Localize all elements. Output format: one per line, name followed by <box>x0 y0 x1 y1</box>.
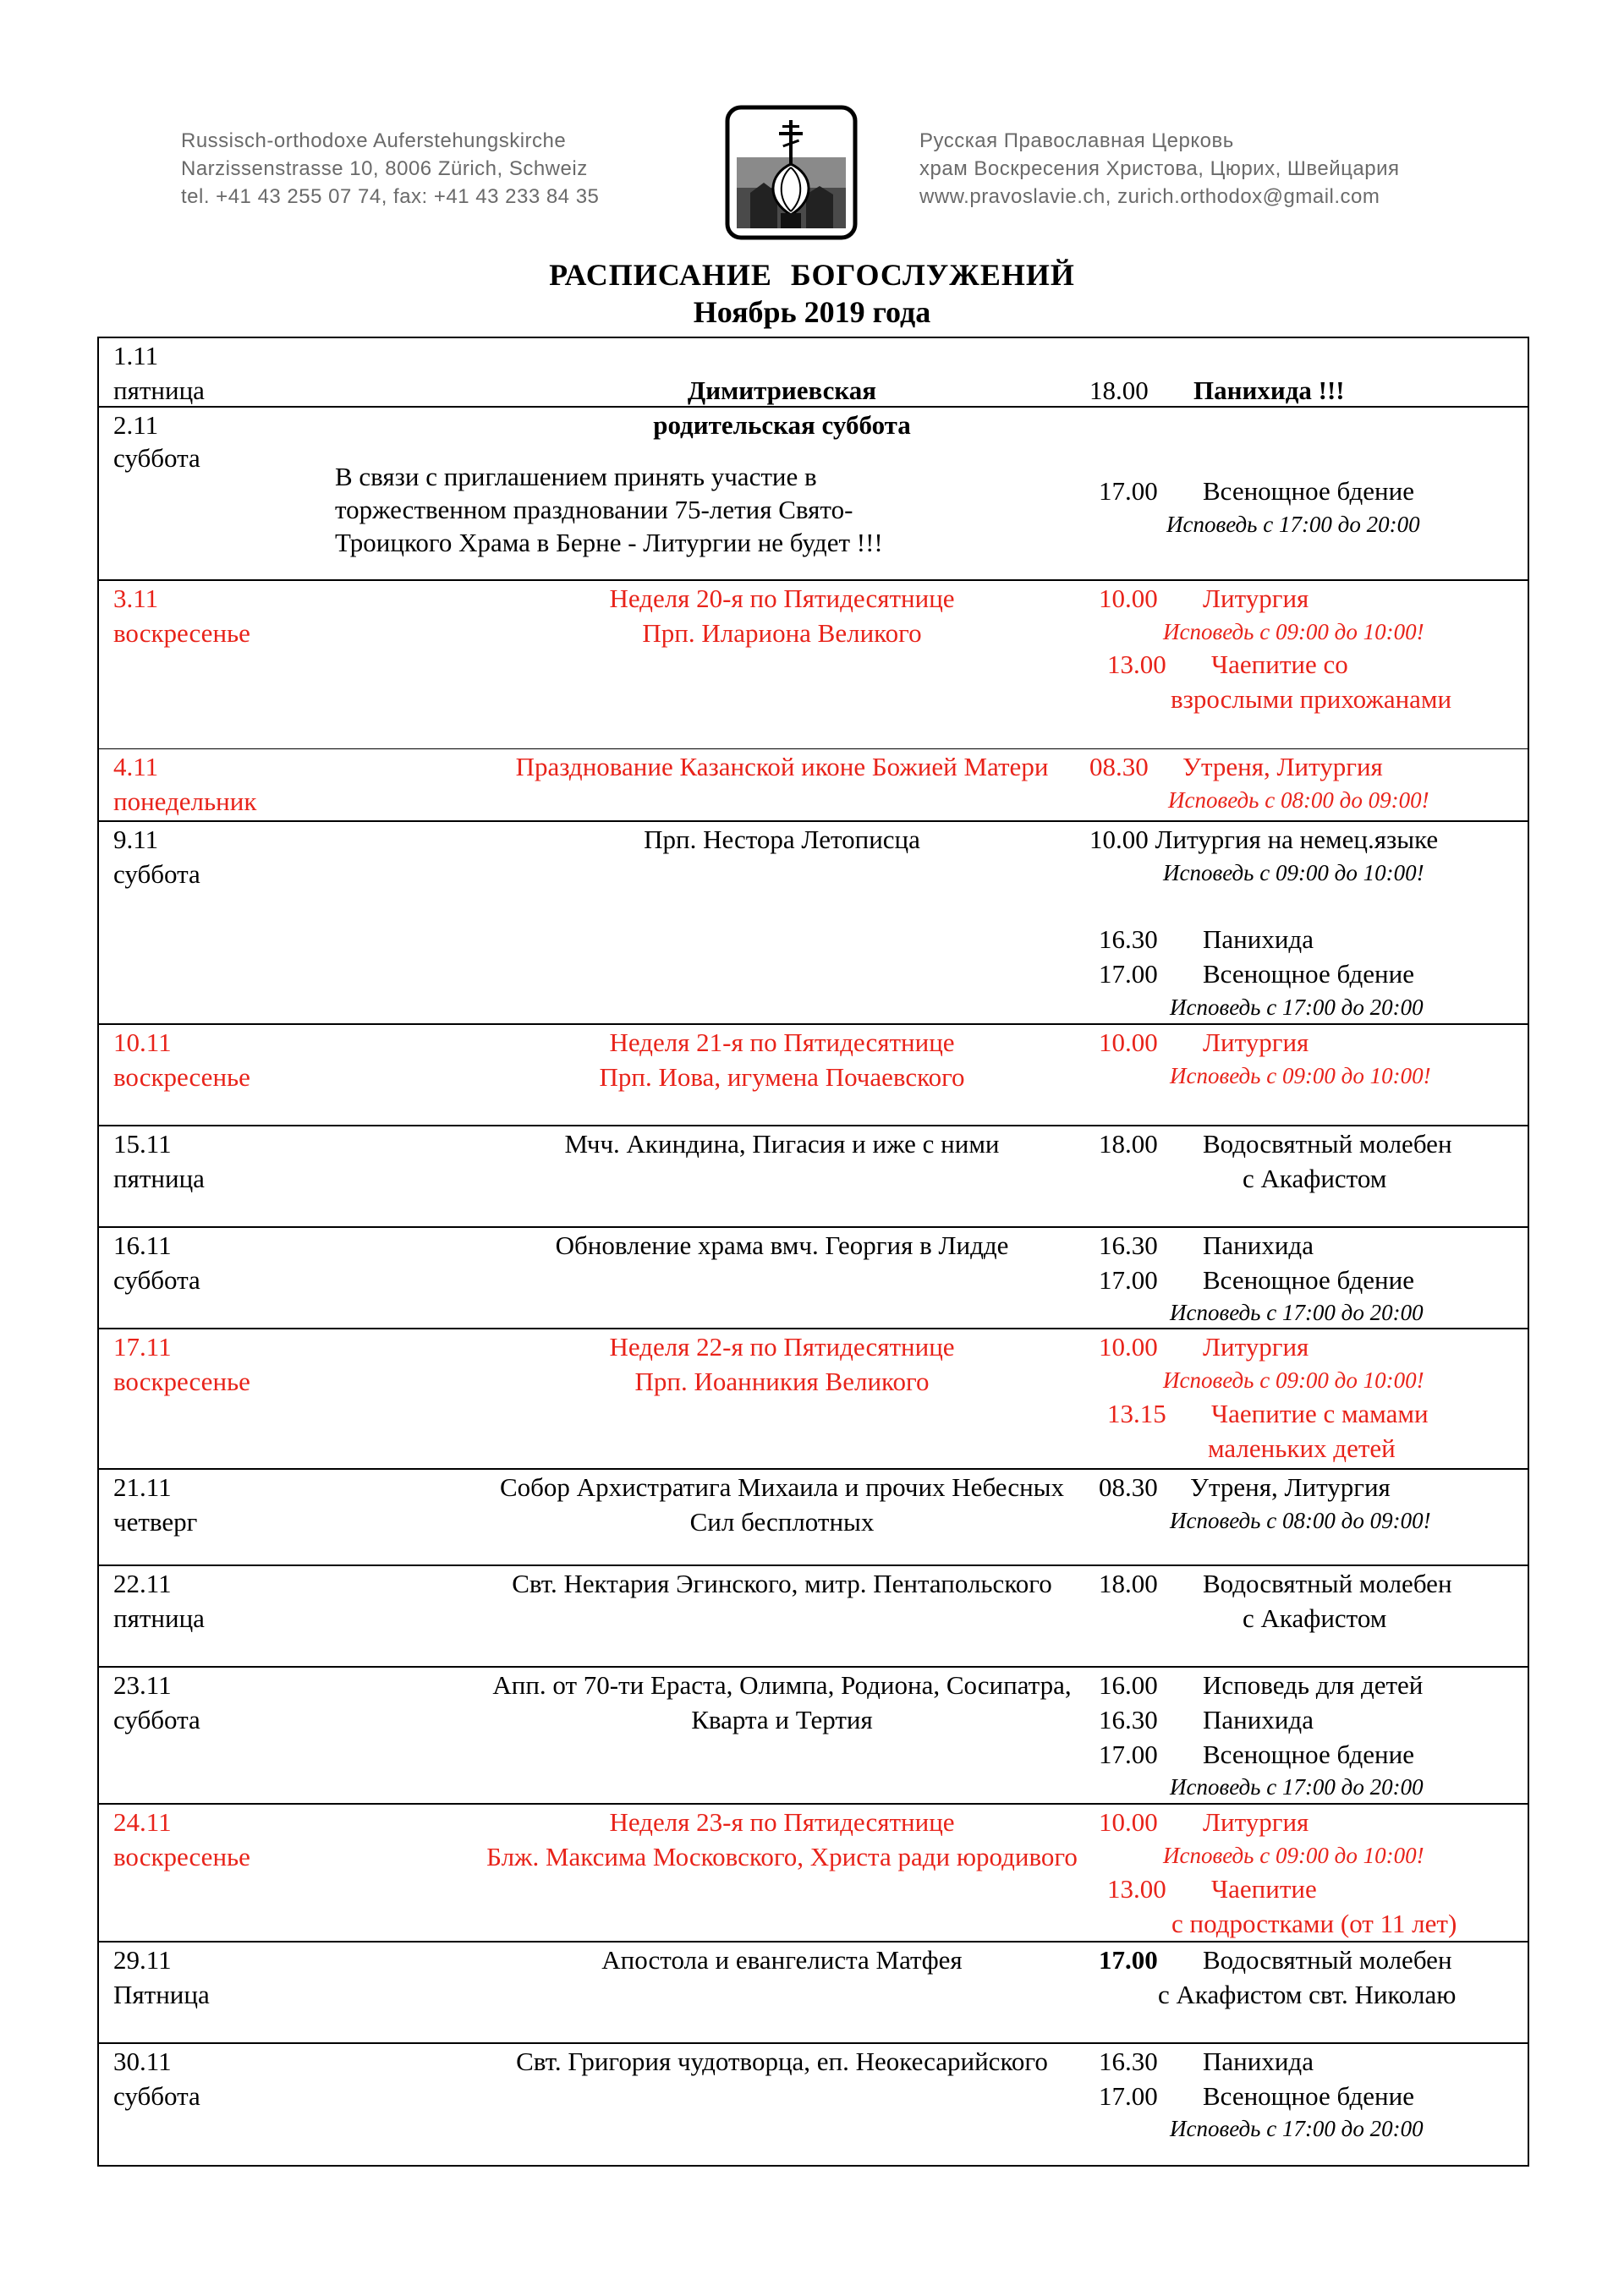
row-saint: Блж. Максима Московского, Христа ради юродивого <box>486 1842 1078 1871</box>
service-time: 16.00 <box>1099 1670 1158 1700</box>
row-weekday: суббота <box>113 2081 200 2111</box>
row-feast: Неделя 20-я по Пятидесятнице <box>609 584 955 613</box>
church-dome-cross-icon <box>725 105 858 240</box>
row-date: 30.11 <box>113 2047 172 2076</box>
row-service <box>1099 1470 1539 1504</box>
service-name: Утреня, Литургия <box>1182 752 1383 781</box>
row-service <box>1099 1805 1539 1839</box>
service-time: 13.00 <box>1107 1874 1166 1904</box>
row-date: 29.11 <box>113 1945 172 1975</box>
row-feast: Неделя 22-я по Пятидесятнице <box>609 1332 955 1362</box>
service-name-continued: с Акафистом <box>1243 1603 1387 1633</box>
service-name: Утреня, Литургия <box>1190 1472 1391 1502</box>
church-address-russian <box>919 127 1461 211</box>
service-name: Литургия <box>1203 1027 1309 1057</box>
table-row <box>99 1023 1528 1125</box>
service-time: 13.00 <box>1107 649 1166 679</box>
service-name: Литургия <box>1203 584 1309 613</box>
service-name: Водосвятный молебен <box>1203 1945 1452 1975</box>
service-name: Панихида <box>1203 924 1314 954</box>
service-name: Всенощное бдение <box>1203 2081 1414 2111</box>
row-date: 2.11 <box>113 410 159 440</box>
table-row <box>99 1328 1528 1468</box>
row-weekday: пятница <box>113 375 205 405</box>
row-weekday: суббота <box>113 859 200 889</box>
row-feast: Неделя 21-я по Пятидесятнице <box>609 1027 955 1057</box>
row-date: 17.11 <box>113 1332 172 1362</box>
service-time: 18.00 <box>1099 1129 1158 1159</box>
row-date: 21.11 <box>113 1472 172 1502</box>
table-row <box>99 1125 1528 1226</box>
confession-time: Исповедь с 08:00 до 09:00! <box>1170 1508 1431 1533</box>
row-service <box>1089 749 1529 784</box>
service-time: 08.30 <box>1089 752 1149 781</box>
row-service <box>1089 373 1529 408</box>
row-service <box>1099 1566 1539 1601</box>
service-name: Панихида <box>1203 1705 1314 1734</box>
service-name-continued: с Акафистом <box>1243 1164 1387 1193</box>
church-phone: tel. +41 43 255 07 74, fax: +41 43 233 84 35 <box>181 185 600 208</box>
row-feast: родительская суббота <box>653 410 911 440</box>
row-feast: Собор Архистратига Михаила и прочих Небесных <box>499 1472 1065 1502</box>
row-date: 15.11 <box>113 1129 172 1159</box>
service-time: 16.30 <box>1099 1705 1158 1734</box>
service-name: Всенощное бдение <box>1203 1740 1414 1769</box>
service-time: 18.00 <box>1099 1569 1158 1598</box>
row-weekday: Пятница <box>113 1980 210 2009</box>
service-name: Всенощное бдение <box>1203 1265 1414 1295</box>
row-service <box>1099 956 1539 991</box>
page-subtitle: Ноябрь 2019 года <box>693 295 931 329</box>
row-feast: Обновление храма вмч. Георгия в Лидде <box>555 1230 1009 1260</box>
row-date: 10.11 <box>113 1027 172 1057</box>
row-service <box>1099 1943 1539 1977</box>
row-saint: Кварта и Тертия <box>691 1705 873 1734</box>
service-time: 17.00 <box>1099 1740 1158 1769</box>
row-feast: Неделя 23-я по Пятидесятнице <box>609 1807 955 1837</box>
row-date: 23.11 <box>113 1670 172 1700</box>
church-name-de: Russisch-orthodoxe Auferstehungskirche <box>181 129 567 152</box>
table-row <box>99 406 1528 579</box>
row-feast: Мчч. Акиндина, Пигасия и иже с ними <box>564 1129 1000 1159</box>
row-service <box>1099 1329 1539 1364</box>
service-name: Панихида !!! <box>1193 375 1345 405</box>
service-time: 10.00 <box>1099 584 1158 613</box>
row-service <box>1099 2044 1539 2079</box>
service-name: Всенощное бдение <box>1203 476 1414 506</box>
row-service <box>1099 1025 1539 1060</box>
service-name-continued: с Акафистом свт. Николаю <box>1158 1980 1457 2009</box>
service-time: 10.00 <box>1099 1332 1158 1362</box>
page-title: РАСПИСАНИЕ БОГОСЛУЖЕНИЙ <box>549 258 1075 292</box>
row-weekday: четверг <box>113 1507 198 1537</box>
confession-time: Исповедь с 09:00 до 10:00! <box>1163 619 1424 644</box>
row-feast: Свт. Григория чудотворца, еп. Неокесарийского <box>516 2047 1048 2076</box>
service-name: Водосвятный молебен <box>1203 1569 1452 1598</box>
confession-time: Исповедь с 09:00 до 10:00! <box>1163 860 1424 885</box>
row-saint: Прп. Иова, игумена Почаевского <box>599 1062 965 1092</box>
table-row <box>99 1941 1528 2042</box>
church-street: Narzissenstrasse 10, 8006 Zürich, Schweiz <box>181 157 588 180</box>
service-time: 17.00 <box>1099 959 1158 989</box>
service-name-continued: маленьких детей <box>1208 1433 1396 1463</box>
confession-time: Исповедь с 17:00 до 20:00 <box>1166 512 1420 537</box>
row-service <box>1107 1871 1547 1906</box>
church-name-full: храм Воскресения Христова, Цюрих, Швейцария <box>919 157 1400 180</box>
service-time: 10.00 <box>1099 1027 1158 1057</box>
row-date: 16.11 <box>113 1230 172 1260</box>
row-service <box>1099 1737 1539 1772</box>
note-line: В связи с приглашением принять участие в <box>335 462 817 491</box>
church-web-email: www.pravoslavie.ch, zurich.orthodox@gmail.com <box>919 185 1380 208</box>
row-saint: Сил бесплотных <box>689 1507 875 1537</box>
service-name: Чаепитие с мамами <box>1211 1399 1429 1428</box>
row-date: 1.11 <box>113 341 159 370</box>
confession-time: Исповедь с 08:00 до 09:00! <box>1168 787 1429 813</box>
row-feast: Прп. Нестора Летописца <box>644 825 920 854</box>
service-name: Панихида <box>1203 2047 1314 2076</box>
table-row <box>99 1803 1528 1941</box>
row-service <box>1099 581 1539 616</box>
service-time: 17.00 <box>1099 1945 1158 1975</box>
row-service <box>1099 1126 1539 1161</box>
confession-time: Исповедь с 09:00 до 10:00! <box>1163 1367 1424 1393</box>
service-name: Всенощное бдение <box>1203 959 1414 989</box>
confession-time: Исповедь с 17:00 до 20:00 <box>1170 1774 1424 1800</box>
table-row <box>99 1666 1528 1803</box>
row-date: 24.11 <box>113 1807 172 1837</box>
church-address-latin <box>181 127 665 211</box>
service-name: Литургия <box>1203 1807 1309 1837</box>
row-weekday: воскресенье <box>113 618 250 648</box>
schedule-table <box>97 337 1529 2167</box>
row-weekday: воскресенье <box>113 1062 250 1092</box>
service-name-continued: с подростками (от 11 лет) <box>1171 1909 1457 1938</box>
row-weekday: воскресенье <box>113 1842 250 1871</box>
row-service <box>1107 647 1547 682</box>
row-date: 22.11 <box>113 1569 172 1598</box>
service-time: 17.00 <box>1099 476 1158 506</box>
row-service <box>1099 922 1539 956</box>
table-row <box>99 1226 1528 1328</box>
table-row <box>99 748 1528 820</box>
row-weekday: воскресенье <box>113 1367 250 1396</box>
row-saint: Прп. Иоанникия Великого <box>634 1367 930 1396</box>
service-time: 10.00 <box>1099 1807 1158 1837</box>
row-weekday: пятница <box>113 1603 205 1633</box>
row-feast: Празднование Казанской иконе Божией Матери <box>515 752 1049 781</box>
service-name: Водосвятный молебен <box>1203 1129 1452 1159</box>
row-service: 10.00 Литургия на немец.языке <box>1089 825 1439 854</box>
note-line: Троицкого Храма в Берне - Литургии не будет !!! <box>335 528 883 557</box>
row-weekday: понедельник <box>113 786 257 816</box>
table-row <box>99 1564 1528 1666</box>
row-saint: Прп. Илариона Великого <box>642 618 922 648</box>
service-name: Чаепитие <box>1211 1874 1317 1904</box>
row-feast: Апостола и евангелиста Матфея <box>601 1945 963 1975</box>
row-weekday: суббота <box>113 1705 200 1734</box>
row-service <box>1099 1702 1539 1737</box>
table-row <box>99 1468 1528 1564</box>
confession-time: Исповедь с 09:00 до 10:00! <box>1170 1063 1431 1088</box>
row-date: 4.11 <box>113 752 159 781</box>
service-time: 08.30 <box>1099 1472 1158 1502</box>
row-service <box>1099 474 1539 508</box>
table-row <box>99 338 1528 406</box>
service-name: Чаепитие со <box>1211 649 1348 679</box>
row-weekday: пятница <box>113 1164 205 1193</box>
service-time: 18.00 <box>1089 375 1149 405</box>
service-time: 16.30 <box>1099 924 1158 954</box>
confession-time: Исповедь с 09:00 до 10:00! <box>1163 1843 1424 1868</box>
table-row <box>99 2042 1528 2167</box>
service-name: Панихида <box>1203 1230 1314 1260</box>
table-row <box>99 579 1528 748</box>
row-service <box>1099 2079 1539 2113</box>
confession-time: Исповедь с 17:00 до 20:00 <box>1170 995 1424 1020</box>
row-feast: Свт. Нектария Эгинского, митр. Пентапольского <box>512 1569 1052 1598</box>
confession-time: Исповедь с 17:00 до 20:00 <box>1170 2116 1424 2141</box>
church-name-ru: Русская Православная Церковь <box>919 129 1234 152</box>
service-time: 16.30 <box>1099 2047 1158 2076</box>
table-row <box>99 820 1528 1023</box>
service-time: 13.15 <box>1107 1399 1166 1428</box>
row-service <box>1107 1396 1547 1431</box>
row-date: 3.11 <box>113 584 159 613</box>
service-name-continued: взрослыми прихожанами <box>1171 684 1452 714</box>
row-date: 9.11 <box>113 825 159 854</box>
service-name: Исповедь для детей <box>1203 1670 1424 1700</box>
row-feast: Апп. от 70-ти Ераста, Олимпа, Родиона, Сосипатра, <box>492 1670 1072 1700</box>
row-service <box>1099 1668 1539 1702</box>
row-note <box>335 460 883 559</box>
service-time: 17.00 <box>1099 2081 1158 2111</box>
service-time: 17.00 <box>1099 1265 1158 1295</box>
row-service <box>1099 1263 1539 1297</box>
service-name: Литургия <box>1203 1332 1309 1362</box>
row-feast: Димитриевская <box>687 375 877 405</box>
service-time: 16.30 <box>1099 1230 1158 1260</box>
row-weekday: суббота <box>113 1265 200 1295</box>
confession-time: Исповедь с 17:00 до 20:00 <box>1170 1300 1424 1325</box>
row-weekday: суббота <box>113 443 200 473</box>
note-line: торжественном праздновании 75-летия Свято- <box>335 495 853 524</box>
row-service <box>1099 1228 1539 1263</box>
